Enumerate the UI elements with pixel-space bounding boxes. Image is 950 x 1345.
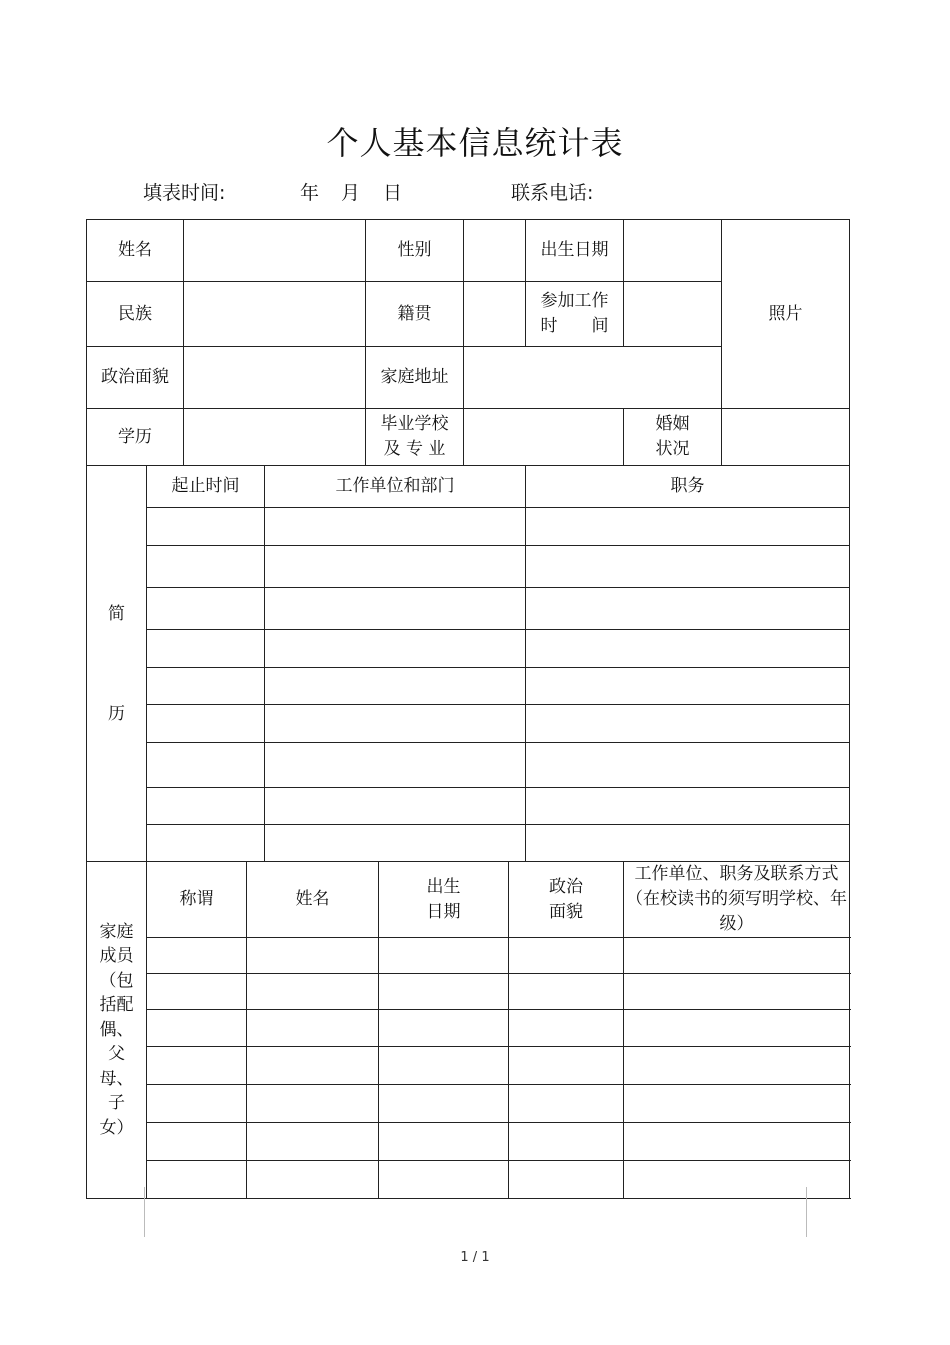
family-political-cell[interactable] [509, 1123, 624, 1161]
page-title: 个人基本信息统计表 [326, 124, 624, 162]
page-number: 1 / 1 [460, 1250, 490, 1265]
basic-row-4 [87, 409, 850, 466]
family-political-cell[interactable] [509, 974, 624, 1010]
work-start-field[interactable] [624, 282, 722, 347]
family-col-work-line2: （在校读书的须写明学校、年级） [626, 889, 848, 934]
family-relation-cell[interactable] [147, 1123, 247, 1161]
family-side-label [87, 862, 147, 1199]
resume-position-cell[interactable] [526, 743, 850, 788]
resume-header-row [87, 466, 850, 508]
home-address-field[interactable] [464, 347, 722, 409]
family-row [87, 1085, 850, 1123]
family-political-cell[interactable] [509, 1010, 624, 1047]
resume-period-cell[interactable] [147, 630, 265, 668]
resume-row [87, 668, 850, 705]
family-work-cell[interactable] [624, 938, 850, 974]
family-relation-cell[interactable] [147, 1047, 247, 1085]
family-col-political-line2: 面貌 [549, 901, 584, 922]
family-name-cell[interactable] [247, 1047, 379, 1085]
family-political-cell[interactable] [509, 1161, 624, 1199]
resume-unit-cell[interactable] [265, 668, 526, 705]
work-start-label [526, 282, 624, 347]
resume-position-cell[interactable] [526, 705, 850, 743]
resume-period-cell[interactable] [147, 588, 265, 630]
name-field[interactable] [184, 220, 366, 282]
family-side-line: 女） [99, 1117, 134, 1138]
name-label: 姓名 [87, 220, 184, 282]
photo-box[interactable]: 照片 [722, 220, 850, 409]
work-start-label-line2: 时 间 [540, 316, 609, 336]
basic-row-1 [87, 220, 850, 282]
family-work-cell[interactable] [624, 1085, 850, 1123]
resume-side-line2: 历 [108, 703, 125, 724]
native-place-label: 籍贯 [366, 282, 464, 347]
resume-period-cell[interactable] [147, 743, 265, 788]
family-row [87, 1161, 850, 1199]
family-political-cell[interactable] [509, 938, 624, 974]
resume-row [87, 788, 850, 825]
school-label-line2: 及 专 业 [383, 439, 446, 459]
family-work-cell[interactable] [624, 974, 850, 1010]
resume-position-cell[interactable] [526, 588, 850, 630]
resume-unit-cell[interactable] [265, 743, 526, 788]
family-name-cell[interactable] [247, 974, 379, 1010]
family-col-political [509, 862, 624, 938]
resume-period-cell[interactable] [147, 508, 265, 546]
work-start-label-line1: 参加工作 [540, 291, 609, 311]
resume-unit-cell[interactable] [265, 546, 526, 588]
family-name-cell[interactable] [247, 1010, 379, 1047]
family-work-cell[interactable] [624, 1010, 850, 1047]
resume-col-unit: 工作单位和部门 [265, 466, 526, 508]
family-birth-cell[interactable] [379, 1085, 509, 1123]
resume-period-cell[interactable] [147, 546, 265, 588]
family-birth-cell[interactable] [379, 1010, 509, 1047]
school-label-line1: 毕业学校 [380, 414, 449, 434]
family-relation-cell[interactable] [147, 974, 247, 1010]
birth-date-label: 出生日期 [526, 220, 624, 282]
resume-unit-cell[interactable] [265, 508, 526, 546]
resume-unit-cell[interactable] [265, 705, 526, 743]
family-col-work-line1: 工作单位、职务及联系方式 [634, 864, 839, 884]
resume-row [87, 588, 850, 630]
marital-field[interactable] [722, 409, 850, 466]
family-header-row [87, 862, 850, 938]
family-col-birth-line1: 出生 [426, 876, 461, 897]
resume-row [87, 705, 850, 743]
family-birth-cell[interactable] [379, 1047, 509, 1085]
native-place-field[interactable] [464, 282, 526, 347]
marital-label [624, 409, 722, 466]
school-label [366, 409, 464, 466]
family-col-political-line1: 政治 [549, 876, 584, 897]
home-address-label: 家庭地址 [366, 347, 464, 409]
marital-label-line1: 婚姻 [655, 414, 690, 434]
family-political-cell[interactable] [509, 1085, 624, 1123]
resume-unit-cell[interactable] [265, 630, 526, 668]
education-label: 学历 [87, 409, 184, 466]
family-name-cell[interactable] [247, 938, 379, 974]
family-birth-cell[interactable] [379, 938, 509, 974]
family-relation-cell[interactable] [147, 1085, 247, 1123]
family-work-cell[interactable] [624, 1161, 850, 1199]
family-birth-cell[interactable] [379, 1123, 509, 1161]
family-col-birth-line2: 日期 [426, 901, 461, 922]
family-row [87, 938, 850, 974]
resume-row [87, 508, 850, 546]
family-side-line: 家庭 [99, 921, 134, 942]
resume-col-position: 职务 [526, 466, 850, 508]
resume-period-cell[interactable] [147, 668, 265, 705]
gender-label: 性别 [366, 220, 464, 282]
resume-period-cell[interactable] [147, 705, 265, 743]
family-side-line: 子 [108, 1093, 125, 1114]
info-form-table [86, 219, 850, 1199]
resume-position-cell[interactable] [526, 788, 850, 825]
family-work-cell[interactable] [624, 1047, 850, 1085]
ethnicity-label: 民族 [87, 282, 184, 347]
family-side-line: 成员 [99, 946, 134, 967]
family-relation-cell[interactable] [147, 938, 247, 974]
family-name-cell[interactable] [247, 1123, 379, 1161]
resume-row [87, 825, 850, 862]
resume-row [87, 630, 850, 668]
family-side-line: 括配 [99, 995, 134, 1016]
resume-unit-cell[interactable] [265, 788, 526, 825]
resume-unit-cell[interactable] [265, 588, 526, 630]
family-col-work [624, 862, 850, 938]
family-row [87, 1123, 850, 1161]
school-field[interactable] [464, 409, 624, 466]
family-col-birth [379, 862, 509, 938]
family-side-line: 父 [108, 1044, 125, 1065]
political-status-field[interactable] [184, 347, 366, 409]
family-birth-cell[interactable] [379, 974, 509, 1010]
margin-guide-left [144, 1187, 145, 1237]
resume-position-cell[interactable] [526, 546, 850, 588]
phone-label: 联系电话: [511, 182, 594, 204]
family-row [87, 1010, 850, 1047]
resume-period-cell[interactable] [147, 825, 265, 862]
margin-guide-right [806, 1187, 807, 1237]
family-side-line: 偶、 [99, 1019, 134, 1040]
gender-field[interactable] [464, 220, 526, 282]
family-col-relation: 称谓 [147, 862, 247, 938]
marital-label-line2: 状况 [655, 439, 690, 459]
resume-unit-cell[interactable] [265, 825, 526, 862]
family-relation-cell[interactable] [147, 1010, 247, 1047]
family-side-line: （包 [99, 970, 134, 991]
family-birth-cell[interactable] [379, 1161, 509, 1199]
resume-side-line1: 简 [108, 603, 125, 624]
resume-position-cell[interactable] [526, 668, 850, 705]
day-label: 日 [383, 182, 403, 204]
family-work-cell[interactable] [624, 1123, 850, 1161]
family-relation-cell[interactable] [147, 1161, 247, 1199]
fill-time-label: 填表时间: [143, 182, 226, 204]
resume-position-cell[interactable] [526, 825, 850, 862]
month-label: 月 [341, 182, 361, 204]
resume-position-cell[interactable] [526, 630, 850, 668]
family-row [87, 1047, 850, 1085]
resume-row [87, 546, 850, 588]
family-row [87, 974, 850, 1010]
education-field[interactable] [184, 409, 366, 466]
ethnicity-field[interactable] [184, 282, 366, 347]
resume-position-cell[interactable] [526, 508, 850, 546]
family-name-cell[interactable] [247, 1085, 379, 1123]
political-status-label: 政治面貌 [87, 347, 184, 409]
family-name-cell[interactable] [247, 1161, 379, 1199]
resume-period-cell[interactable] [147, 788, 265, 825]
birth-date-field[interactable] [624, 220, 722, 282]
resume-col-period: 起止时间 [147, 466, 265, 508]
family-side-line: 母、 [99, 1068, 134, 1089]
family-political-cell[interactable] [509, 1047, 624, 1085]
resume-side-label [87, 466, 147, 862]
year-label: 年 [300, 182, 320, 204]
resume-row [87, 743, 850, 788]
family-col-name: 姓名 [247, 862, 379, 938]
